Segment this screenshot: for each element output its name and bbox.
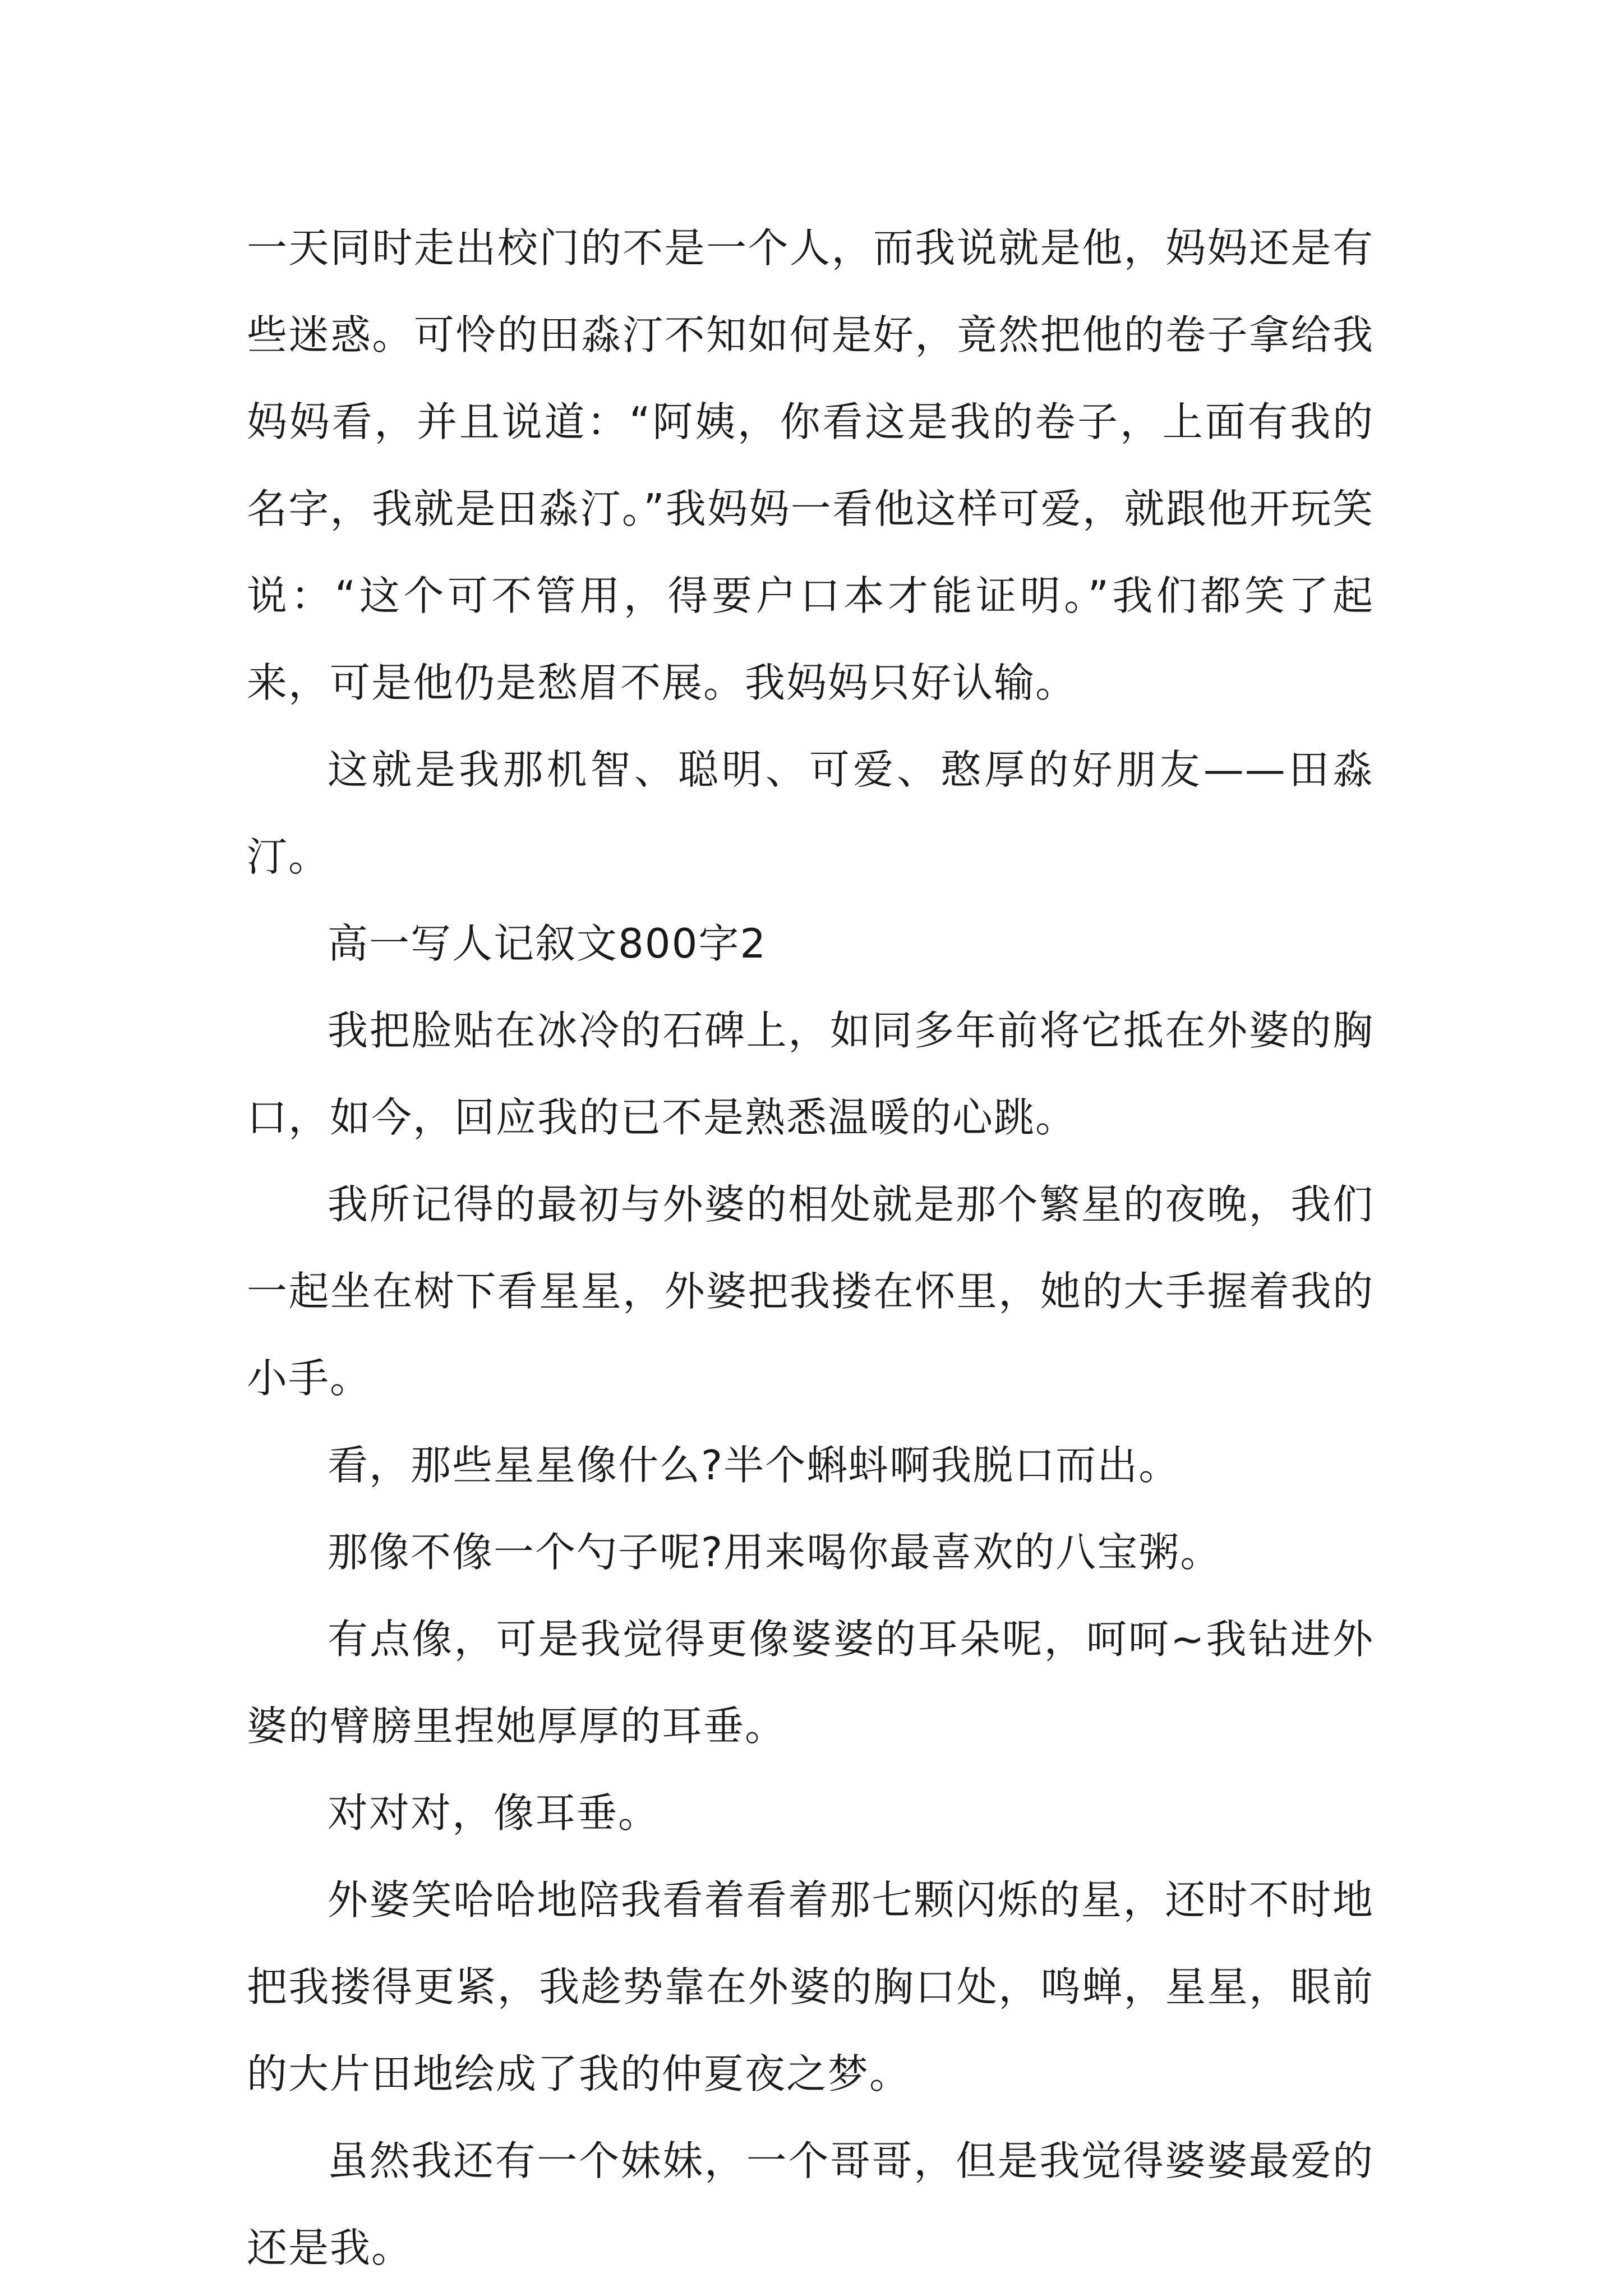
paragraph-8: 对对对，像耳垂。 — [328, 1789, 660, 1837]
document-body — [247, 205, 1374, 2292]
paragraph-4: 我所记得的最初与外婆的相处就是那个繁星的夜晚，我们一起坐在树下看星星，外婆把我搂在怀里，她的大手握着我的小手。 — [247, 1181, 1374, 1402]
paragraph-7: 有点像，可是我觉得更像婆婆的耳朵呢，呵呵~我钻进外婆的臂膀里捏她厚厚的耳垂。 — [247, 1616, 1374, 1750]
section-heading: 高一写人记叙文800字2 — [328, 920, 767, 967]
paragraph-1: 一天同时走出校门的不是一个人，而我说就是他，妈妈还是有些迷惑。可怜的田淼汀不知如何是好，竟然把他的卷子拿给我妈妈看，并且说道：“阿姨，你看这是我的卷子，上面有我的名字，我就是田淼汀。”我妈妈一看他这样可爱，就跟他开玩笑说：“这个可不管用，得要户口本才能证明。”我们都笑了起来，可是他仍是愁眉不展。我妈妈只好认输。 — [247, 224, 1374, 706]
paragraph-3: 我把脸贴在冰冷的石碑上，如同多年前将它抵在外婆的胸口，如今，回应我的已不是熟悉温暖的心跳。 — [247, 1007, 1374, 1141]
paragraph-6: 那像不像一个勺子呢?用来喝你最喜欢的八宝粥。 — [328, 1529, 1222, 1576]
paragraph-2: 这就是我那机智、聪明、可爱、憨厚的好朋友——田淼汀。 — [247, 746, 1374, 880]
paragraph-9: 外婆笑哈哈地陪我看着看着那七颗闪烁的星，还时不时地把我搂得更紧，我趁势靠在外婆的胸口处，鸣蝉，星星，眼前的大片田地绘成了我的仲夏夜之梦。 — [247, 1876, 1374, 2097]
paragraph-5: 看，那些星星像什么?半个蝌蚪啊我脱口而出。 — [328, 1442, 1181, 1489]
paragraph-10: 虽然我还有一个妹妹，一个哥哥，但是我觉得婆婆最爱的还是我。 — [247, 2137, 1374, 2271]
